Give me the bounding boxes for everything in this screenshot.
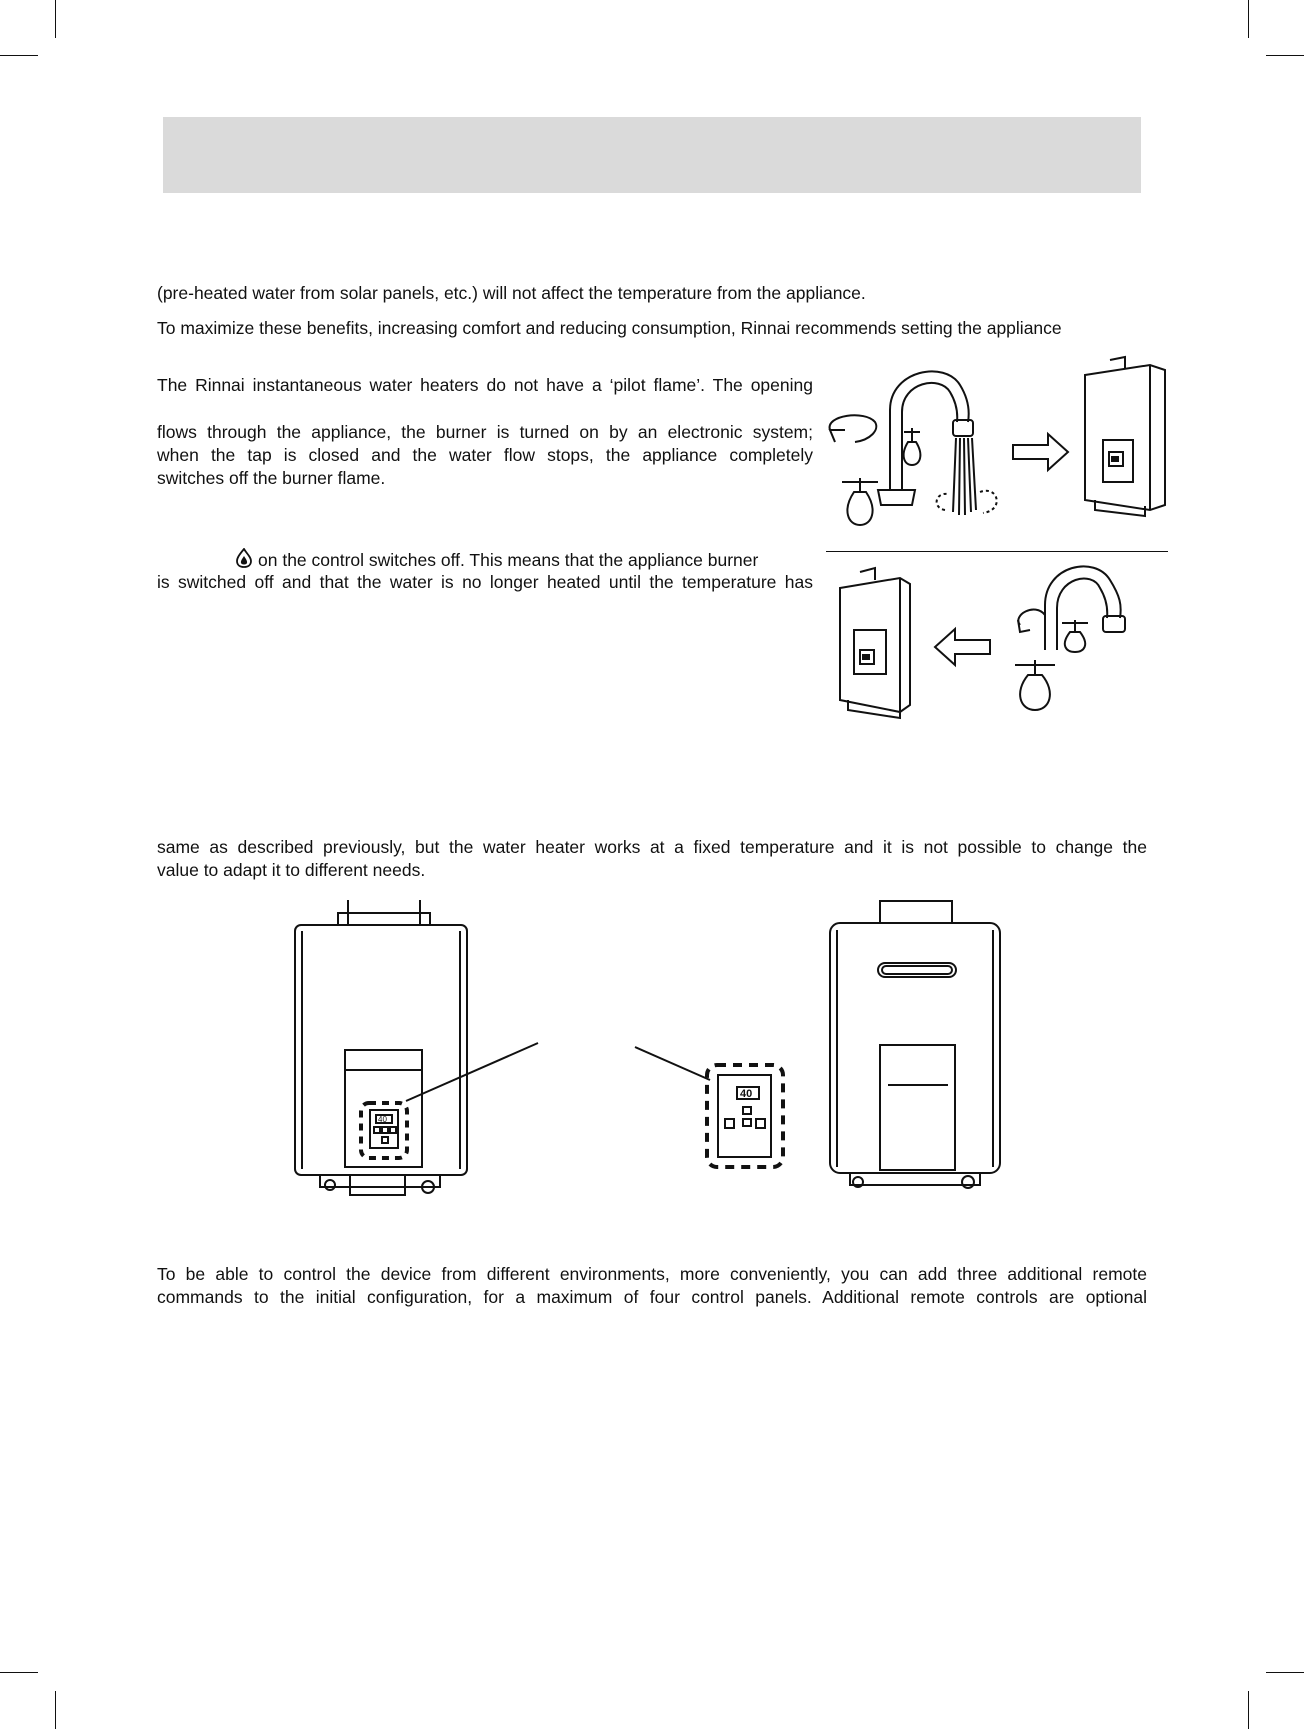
crop-mark	[55, 1691, 56, 1729]
crop-mark	[1248, 0, 1249, 38]
paragraph-burner-line-3: switches off the burner flame.	[157, 468, 386, 488]
crop-mark	[1266, 1672, 1304, 1673]
remote-display-temp: 40	[740, 1088, 753, 1100]
crop-mark	[55, 0, 56, 38]
paragraph-recommendation: To maximize these benefits, increasing comfort and reducing consumption, Rinnai recommends setting the appliance	[157, 318, 1062, 338]
illustration-divider	[826, 551, 1168, 552]
paragraph-fixed-temp-line-2: value to adapt it to different needs.	[157, 860, 426, 880]
crop-mark	[1266, 55, 1304, 56]
tap-open-heater-on-illustration	[820, 360, 1175, 535]
section-header-band	[163, 117, 1141, 193]
crop-mark	[1248, 1691, 1249, 1729]
paragraph-fixed-temp-line-1: same as described previously, but the water heater works at a fixed temperature and it is not possible to change the	[157, 837, 1147, 857]
paragraph-flame-off-line-2: is switched off and that the water is no longer heated until the temperature has	[157, 572, 813, 592]
paragraph-remote-line-2: commands to the initial configuration, for a maximum of four control panels. Additional remote controls are optional	[157, 1287, 1147, 1307]
paragraph-solar: (pre-heated water from solar panels, etc.) will not affect the temperature from the appliance.	[157, 283, 866, 303]
paragraph-burner-line-1: flows through the appliance, the burner is turned on by an electronic system;	[157, 422, 813, 442]
crop-mark	[0, 55, 38, 56]
paragraph-pilot-flame: The Rinnai instantaneous water heaters do not have a ‘pilot flame’. The opening	[157, 375, 813, 395]
flame-icon	[236, 548, 252, 568]
paragraph-remote-line-1: To be able to control the device from different environments, more conveniently, you can add three additional remote	[157, 1264, 1147, 1284]
unit-display-temp: 40	[378, 1115, 387, 1124]
paragraph-burner-line-2: when the tap is closed and the water flow stops, the appliance completely	[157, 445, 813, 465]
paragraph-flame-off-line-1: on the control switches off. This means that the appliance burner	[236, 548, 758, 572]
water-heater-controllers-illustration	[290, 895, 1015, 1210]
tap-close-heater-off-illustration	[830, 560, 1175, 730]
crop-mark	[0, 1672, 38, 1673]
